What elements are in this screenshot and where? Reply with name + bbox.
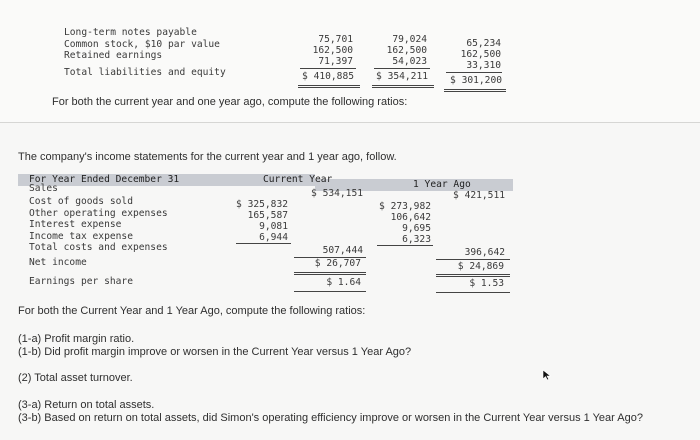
bs-c2-rule [374,68,430,69]
income-current-tax: 6,944 [259,232,288,243]
income-current-sales: $ 534,151 [311,188,363,199]
income-prior-total: 396,642 [464,247,505,258]
income-prior-net-double-rule [436,274,510,277]
bs-c1-double-rule [298,85,360,88]
income-label-eps: Earnings per share [29,276,133,287]
question-1b: (1-b) Did profit margin improve or worsen in the Current Year versus 1 Year Ago? [18,346,412,358]
balance-sheet-card [0,0,700,123]
questions-instruction: For both the Current Year and 1 Year Ago, compute the following ratios: [18,305,366,317]
bs-c1-retained: 71,397 [318,56,353,67]
income-current-total: 507,444 [322,245,363,256]
bs-c2-common: 162,500 [386,45,427,56]
bs-c1-common: 162,500 [312,45,353,56]
mouse-pointer-icon [542,369,552,381]
bs-c3-total: $ 301,200 [450,75,502,86]
income-current-net-double-rule [294,272,366,275]
bs-c1-total: $ 410,885 [302,71,354,82]
income-prior-subtotal-rule [377,245,433,246]
income-current-cogs: $ 325,832 [236,199,288,210]
bs-instruction: For both the current year and one year ago, compute the following ratios: [52,96,408,108]
income-label-total: Total costs and expenses [29,242,168,253]
income-header-label: For Year Ended December 31 [29,174,180,185]
income-current-net: $ 26,707 [314,258,361,269]
income-current-eps: $ 1.64 [326,277,361,288]
question-2: (2) Total asset turnover. [18,372,133,384]
income-label-opex: Other operating expenses [29,208,168,219]
income-current-subtotal-rule [236,243,291,244]
income-current-opex: 165,587 [247,210,288,221]
bs-label-notes: Long-term notes payable [64,27,197,38]
income-prior-eps-rule [436,292,510,293]
question-1a: (1-a) Profit margin ratio. [18,333,135,345]
income-prior-total-rule [436,259,510,260]
income-label-net: Net income [29,257,87,268]
income-prior-sales: $ 421,511 [453,190,505,201]
bs-c2-notes: 79,024 [392,34,427,45]
income-current-interest: 9,081 [259,221,288,232]
bs-c2-retained: 54,023 [392,56,427,67]
income-label-interest: Interest expense [29,219,122,230]
bs-c1-rule [300,68,356,69]
income-header-prior: 1 Year Ago [413,179,471,190]
income-label-sales: Sales [29,183,58,194]
bs-c3-notes: 65,234 [466,38,501,49]
income-prior-cogs: $ 273,982 [379,201,431,212]
bs-c3-double-rule [444,89,506,92]
bs-label-total: Total liabilities and equity [64,67,226,78]
income-label-tax: Income tax expense [29,231,133,242]
question-3b: (3-b) Based on return on total assets, did Simon's operating efficiency improve or worsen in the Current Year versus 1 Year Ago? [18,412,643,424]
bs-c2-total: $ 354,211 [376,71,428,82]
income-prior-opex: 106,642 [390,212,431,223]
bs-c3-common: 162,500 [460,49,501,60]
bs-c2-double-rule [372,85,434,88]
income-header-current: Current Year [263,174,333,185]
question-3a: (3-a) Return on total assets. [18,399,155,411]
income-current-eps-rule [294,291,366,292]
income-label-cogs: Cost of goods sold [29,196,133,207]
bs-label-common: Common stock, $10 par value [64,39,220,50]
bs-c3-rule [446,72,502,73]
income-prior-tax: 6,323 [402,234,431,245]
bs-c3-retained: 33,310 [466,60,501,71]
income-intro: The company's income statements for the current year and 1 year ago, follow. [18,151,397,163]
bs-c1-notes: 75,701 [318,34,353,45]
income-prior-net: $ 24,869 [457,261,504,272]
income-prior-interest: 9,695 [402,223,431,234]
income-prior-eps: $ 1.53 [469,278,504,289]
bs-label-retained: Retained earnings [64,50,163,61]
